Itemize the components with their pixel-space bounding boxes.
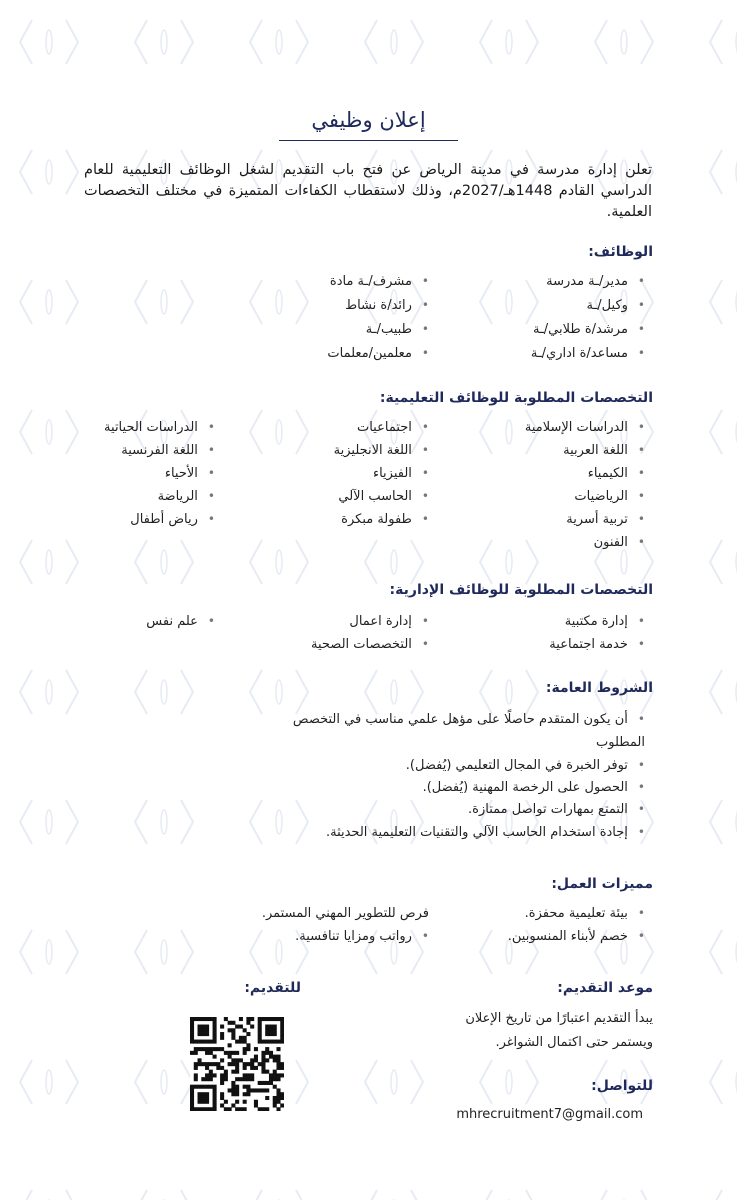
list-item: •الفنون (593, 535, 645, 550)
list-item: •أن يكون المتقدم حاصلًا على مؤهل علمي مناسب في التخصص (292, 712, 645, 727)
list-item: •مدير/ـة مدرسة (546, 274, 645, 289)
list-item: •اللغة الفرنسية (121, 443, 215, 458)
list-item: •تربية أسرية (566, 512, 645, 527)
list-item: •الأحياء (164, 466, 215, 481)
conditions-heading: الشروط العامة: (545, 680, 653, 696)
list-item: •بيئة تعليمية محفزة. (524, 906, 645, 921)
page-title: إعلان وظيفي (279, 108, 457, 141)
list-item-continuation: المطلوب (595, 735, 645, 750)
list-item: فرص للتطوير المهني المستمر. (261, 906, 429, 921)
list-item: •الرياضة (157, 489, 215, 504)
jobs-heading: الوظائف: (588, 244, 653, 260)
list-item: •طفولة مبكرة (341, 512, 429, 527)
list-item: •معلمين/معلمات (327, 346, 429, 361)
contact-heading: للتواصل: (591, 1078, 653, 1094)
list-item: •علم نفس (146, 614, 215, 629)
intro-paragraph: تعلن إدارة مدرسة في مدينة الرياض عن فتح باب التقديم لشغل الوظائف التعليمية للعام الدراسي القادم 1448هـ/2027م، وذلك لاستقطاب الكفاءات المتميزة في مختلف التخصصات العلمية. (84, 162, 652, 220)
admin-specs-heading: التخصصات المطلوبة للوظائف الإدارية: (389, 582, 653, 598)
list-item: •خصم لأبناء المنسوبين. (507, 929, 645, 944)
list-item: •مساعد/ة اداري/ـة (530, 346, 645, 361)
list-item: •التخصصات الصحية (311, 637, 429, 652)
list-item: •إدارة مكتبية (564, 614, 645, 629)
list-item: •إدارة اعمال (349, 614, 429, 629)
deadline-heading: موعد التقديم: (557, 980, 653, 996)
list-item: •الحاسب الآلي (338, 489, 429, 504)
list-item: •رواتب ومزايا تنافسية. (295, 929, 429, 944)
list-item: •اجتماعيات (356, 420, 429, 435)
list-item: •مرشد/ة طلابي/ـة (533, 322, 645, 337)
list-item: •خدمة اجتماعية (549, 637, 645, 652)
list-item: •وكيل/ـة (586, 298, 645, 313)
apply-heading: للتقديم: (244, 980, 301, 996)
deadline-line-2: ويستمر حتى اكتمال الشواغر. (495, 1035, 653, 1050)
contact-email[interactable]: mhrecruitment7@gmail.com (456, 1107, 643, 1122)
list-item: •الحصول على الرخصة المهنية (يُفضل). (422, 780, 645, 795)
qr-code-icon[interactable] (190, 1017, 284, 1111)
list-item: •طبيب/ـة (365, 322, 429, 337)
list-item: •إجادة استخدام الحاسب الآلي والتقنيات التعليمية الحديثة. (325, 825, 645, 840)
list-item: •الرياضيات (574, 489, 645, 504)
list-item: •اللغة الانجليزية (333, 443, 429, 458)
list-item: •الفيزياء (372, 466, 429, 481)
edu-specs-heading: التخصصات المطلوبة للوظائف التعليمية: (379, 390, 653, 406)
list-item: •رياض أطفال (130, 512, 215, 527)
deadline-line-1: يبدأ التقديم اعتبارًا من تاريخ الإعلان (465, 1011, 653, 1026)
list-item: •اللغة العربية (563, 443, 645, 458)
benefits-heading: مميزات العمل: (551, 876, 653, 892)
list-item: •مشرف/ـة مادة (329, 274, 429, 289)
list-item: •الدراسات الإسلامية (524, 420, 645, 435)
list-item: •رائد/ة نشاط (345, 298, 429, 313)
list-item: •الكيمياء (587, 466, 645, 481)
list-item: •توفر الخبرة في المجال التعليمي (يُفضل). (405, 758, 645, 773)
list-item: •الدراسات الحياتية (104, 420, 215, 435)
list-item: •التمتع بمهارات تواصل ممتازة. (468, 802, 645, 817)
